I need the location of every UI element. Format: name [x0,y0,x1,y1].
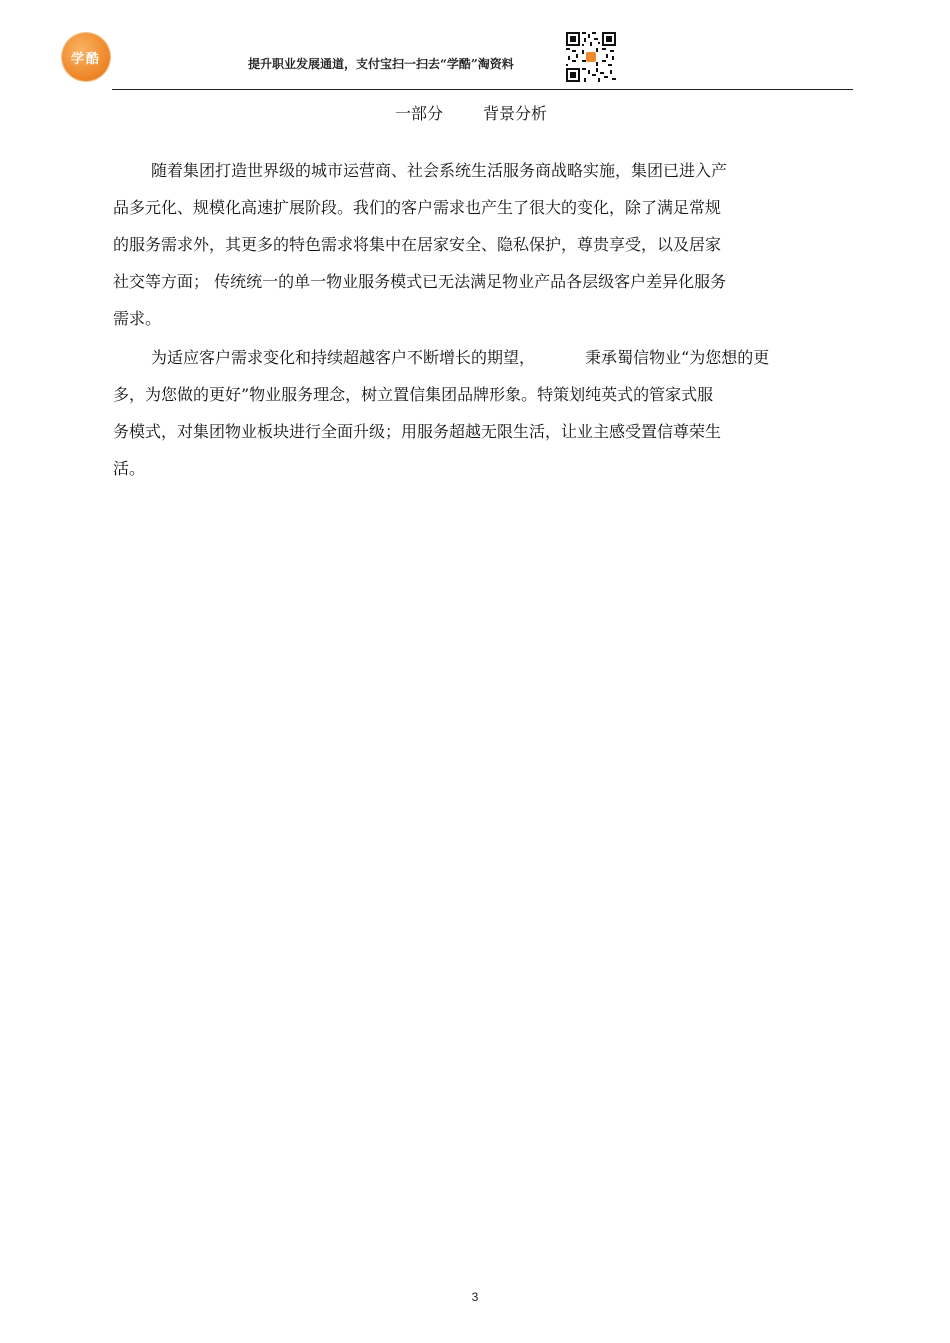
section-title-text: 背景分析 [483,104,548,123]
paragraph-line: 随着集团打造世界级的城市运营商、社会系统生活服务商战略实施，集团已进入产 [151,161,728,180]
qr-code-icon [566,32,616,82]
paragraph-line: 社交等方面； 传统统一的单一物业服务模式已无法满足物业产品各层级客户差异化服务 [113,272,727,291]
paragraph-line: 品多元化、规模化高速扩展阶段。我们的客户需求也产生了很大的变化，除了满足常规 [113,198,722,217]
paragraph-line [113,339,838,376]
paragraph-text: 为适应客户需求变化和持续超越客户不断增长的期望， [151,348,536,367]
header-divider [112,89,853,90]
paragraph-line: 活。 [113,459,146,478]
paragraph-line: 的服务需求外，其更多的特色需求将集中在居家安全、隐私保护，尊贵享受，以及居家 [113,235,722,254]
section-heading [395,101,547,124]
paragraph-line: 需求。 [113,309,162,328]
logo-text: 学酷 [70,51,101,67]
section-part-label: 一部分 [395,104,444,123]
paragraph-1 [113,152,838,337]
paragraph-line: 多，为您做的更好”物业服务理念，树立置信集团品牌形象。特策划纯英式的管家式服 [113,385,714,404]
page-header [0,0,950,92]
page-number: 3 [471,1290,479,1304]
brand-logo [62,33,110,81]
paragraph-2 [113,339,838,487]
paragraph-line: 务模式，对集团物业板块进行全面升级；用服务超越无限生活，让业主感受置信尊荣生 [113,422,722,441]
header-tagline: 提升职业发展通道，支付宝扫一扫去“学酷”淘资料 [248,57,514,71]
paragraph-text: 秉承蜀信物业“为您想的更 [585,348,770,367]
